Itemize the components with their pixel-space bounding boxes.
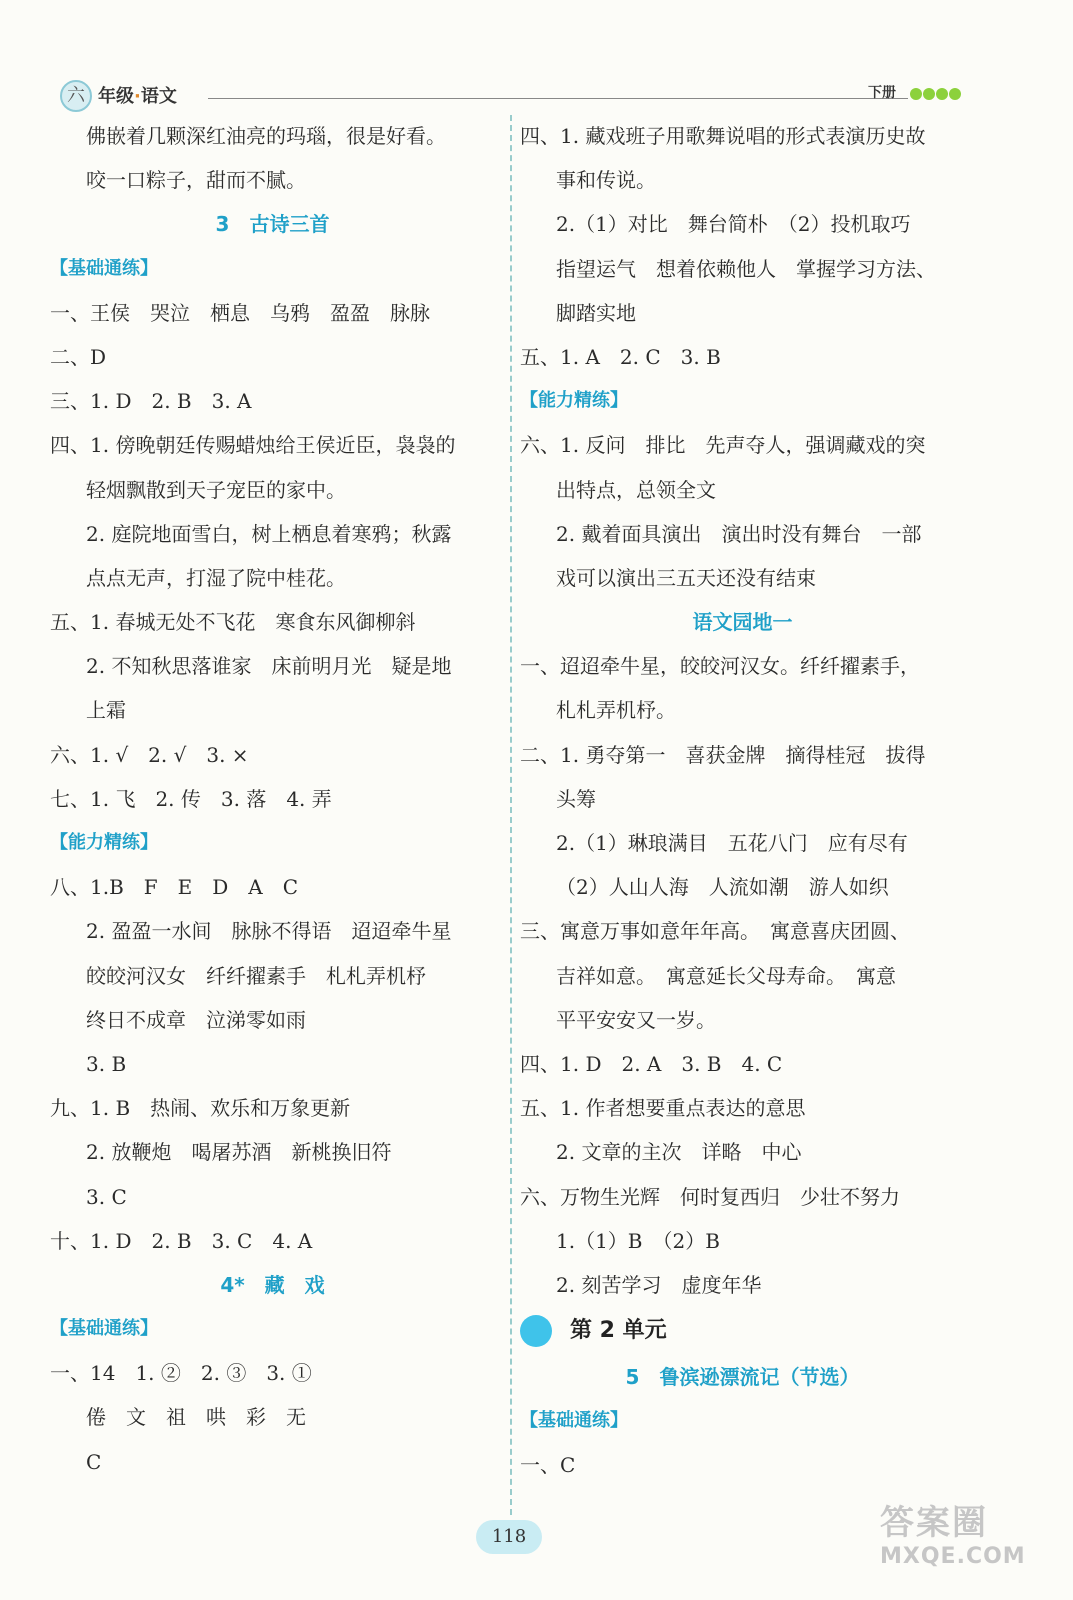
answer-line: 2. 不知秋思落谁家 床前明月光 疑是地 bbox=[86, 654, 452, 679]
answer-line: 戏可以演出三五天还没有结束 bbox=[556, 565, 816, 590]
answer-line: 2. 刻苦学习 虚度年华 bbox=[556, 1272, 762, 1297]
answer-line: 事和传说。 bbox=[556, 168, 656, 193]
answer-line: C bbox=[86, 1449, 102, 1474]
answer-line: 3. B bbox=[86, 1051, 127, 1076]
page-header bbox=[58, 78, 978, 112]
title-separator: · bbox=[134, 86, 141, 107]
watermark-logo bbox=[880, 1495, 1026, 1569]
answer-line: 三、1. D 2. B 3. A bbox=[50, 389, 252, 414]
answer-line: 六、1. √ 2. √ 3. × bbox=[50, 742, 249, 767]
answer-line: 3. C bbox=[86, 1184, 127, 1209]
answer-line: 头筹 bbox=[556, 786, 596, 811]
answer-line: 八、1.B F E D A C bbox=[50, 875, 299, 900]
answer-line: 轻烟飘散到天子宠臣的家中。 bbox=[86, 477, 346, 502]
answer-line: 九、1. B 热闹、欢乐和万象更新 bbox=[50, 1096, 351, 1121]
lesson-title: 语文园地一 bbox=[692, 610, 793, 635]
grade-label: 年级 bbox=[98, 86, 134, 107]
answer-line: 五、1. 作者想要重点表达的意思 bbox=[520, 1096, 806, 1121]
answer-line: 上霜 bbox=[86, 698, 126, 723]
answer-line: 2.（1）琳琅满目 五花八门 应有尽有 bbox=[556, 831, 908, 855]
unit-heading bbox=[520, 1307, 965, 1355]
answer-line: 出特点，总领全文 bbox=[556, 477, 716, 502]
answer-line: 咬一口粽子，甜而不腻。 bbox=[86, 168, 306, 193]
answer-line: 点点无声，打湿了院中桂花。 bbox=[86, 565, 346, 590]
header-rule bbox=[208, 98, 908, 99]
answer-line: 二、D bbox=[50, 344, 107, 369]
unit-heading-text: 第 2 单元 bbox=[570, 1318, 667, 1344]
answer-line: 一、迢迢牵牛星，皎皎河汉女。纤纤擢素手， bbox=[520, 654, 920, 679]
answer-line: 皎皎河汉女 纤纤擢素手 札札弄机杼 bbox=[86, 963, 426, 988]
answer-line: 终日不成章 泣涕零如雨 bbox=[86, 1007, 306, 1032]
answer-line: 倦 文 祖 哄 彩 无 bbox=[86, 1405, 306, 1430]
subject-label: 语文 bbox=[140, 86, 177, 107]
answer-line: 十、1. D 2. B 3. C 4. A bbox=[50, 1228, 313, 1253]
lesson-title: 3 古诗三首 bbox=[215, 212, 330, 237]
page-number: 118 bbox=[476, 1520, 542, 1554]
answer-line: 2. 戴着面具演出 演出时没有舞台 一部 bbox=[556, 521, 922, 546]
answer-line: 六、万物生光辉 何时复西归 少壮不努力 bbox=[520, 1184, 900, 1209]
answer-line: 四、1. 傍晚朝廷传赐蜡烛给王侯近臣，袅袅的 bbox=[50, 433, 456, 458]
lesson-title: 4* 藏 戏 bbox=[220, 1272, 325, 1297]
volume-label: 下册 bbox=[868, 85, 896, 101]
answer-line: 指望运气 想着依赖他人 掌握学习方法、 bbox=[556, 256, 936, 281]
watermark-url: MXQE.COM bbox=[880, 1544, 1026, 1569]
book-title bbox=[98, 82, 177, 108]
answer-line: 2. 放鞭炮 喝屠苏酒 新桃换旧符 bbox=[86, 1140, 392, 1165]
decorative-dots bbox=[910, 85, 962, 104]
answer-line: 五、1. 春城无处不飞花 寒食东风御柳斜 bbox=[50, 610, 416, 635]
answer-line: 2. 盈盈一水间 脉脉不得语 迢迢牵牛星 bbox=[86, 919, 452, 944]
answer-line: 2. 庭院地面雪白，树上栖息着寒鸦；秋露 bbox=[86, 521, 452, 546]
answer-line: 六、1. 反问 排比 先声夺人，强调藏戏的突 bbox=[520, 433, 926, 458]
answer-line: 札札弄机杼。 bbox=[556, 698, 676, 723]
answer-line: 2. 文章的主次 详略 中心 bbox=[556, 1140, 802, 1165]
section-label: 【基础通练】 bbox=[50, 257, 158, 279]
section-label: 【能力精练】 bbox=[50, 832, 158, 853]
watermark-text: 答案圈 bbox=[880, 1503, 988, 1543]
answer-line: 二、1. 勇夺第一 喜获金牌 摘得桂冠 拔得 bbox=[520, 742, 926, 767]
answer-line: 四、1. D 2. A 3. B 4. C bbox=[520, 1051, 783, 1076]
grade-badge: 六 bbox=[60, 80, 92, 112]
answer-line: 平平安安又一岁。 bbox=[556, 1007, 716, 1032]
answer-line: 一、C bbox=[520, 1453, 576, 1478]
answer-line: （2）人山人海 人流如潮 游人如织 bbox=[556, 875, 889, 900]
answer-line: 吉祥如意。 寓意延长父母寿命。 寓意 bbox=[556, 963, 896, 988]
answer-line: 三、寓意万事如意年年高。 寓意喜庆团圆、 bbox=[520, 919, 910, 944]
lesson-title: 5 鲁滨逊漂流记（节选） bbox=[625, 1365, 860, 1390]
unit-circle-icon bbox=[520, 1315, 552, 1347]
answer-line: 一、14 1. ② 2. ③ 3. ① bbox=[50, 1361, 312, 1386]
answer-line: 1.（1）B （2）B bbox=[556, 1228, 720, 1253]
answer-line: 四、1. 藏戏班子用歌舞说唱的形式表演历史故 bbox=[520, 124, 926, 148]
answer-line: 七、1. 飞 2. 传 3. 落 4. 弄 bbox=[50, 786, 332, 811]
column-divider bbox=[510, 115, 512, 1515]
answer-line: 脚踏实地 bbox=[556, 300, 636, 325]
left-column bbox=[50, 114, 495, 1484]
section-label: 【基础通练】 bbox=[50, 1318, 158, 1340]
right-column bbox=[520, 114, 965, 1488]
answer-line: 2.（1）对比 舞台简朴 （2）投机取巧 bbox=[556, 212, 911, 237]
answer-line: 佛嵌着几颗深红油亮的玛瑙，很是好看。 bbox=[86, 124, 446, 148]
answer-line: 一、王侯 哭泣 栖息 乌鸦 盈盈 脉脉 bbox=[50, 300, 430, 325]
section-label: 【基础通练】 bbox=[520, 1410, 628, 1432]
answer-line: 五、1. A 2. C 3. B bbox=[520, 344, 721, 369]
section-label: 【能力精练】 bbox=[520, 390, 628, 412]
